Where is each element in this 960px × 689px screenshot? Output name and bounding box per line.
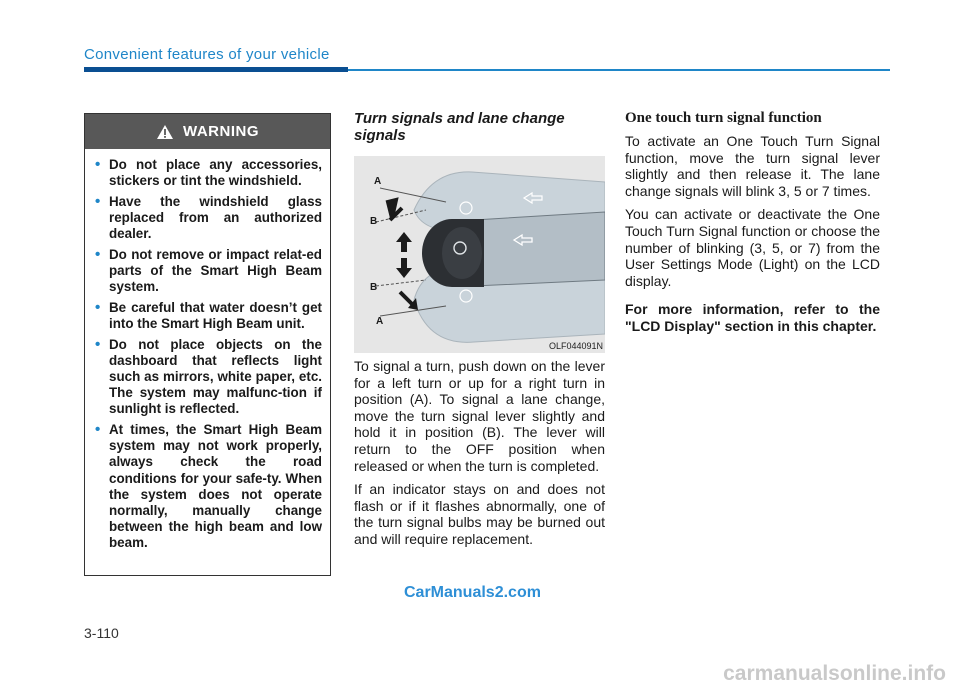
paragraph: If an indicator stays on and does not flash or if it flashes abnormally, one of the turn signal bulbs may be burned out and will require replacement. xyxy=(354,481,605,547)
section-title-turn-signals: Turn signals and lane change signals xyxy=(354,110,565,144)
turn-signals-body xyxy=(354,358,605,555)
figure-label-a-bottom: A xyxy=(376,316,384,327)
warning-heading: WARNING xyxy=(183,123,259,140)
figure-label-a-top: A xyxy=(374,176,382,187)
header-bar-dark xyxy=(84,67,348,72)
watermark-carmanuals2: CarManuals2.com xyxy=(404,584,541,601)
page-number: 3-110 xyxy=(84,625,119,641)
lever-illustration xyxy=(354,156,605,353)
paragraph: You can activate or deactivate the One Touch Turn Signal function or choose the number of blinking (3, 5, or 7) from the User Settings Mode (Light) on the LCD display. xyxy=(625,206,880,289)
header-title: Convenient features of your vehicle xyxy=(84,46,330,63)
watermark-carmanualsonline: carmanualsonline.info xyxy=(723,662,946,685)
figure-label-b-top: B xyxy=(370,216,378,227)
turn-signals-section xyxy=(354,110,605,144)
warning-header xyxy=(85,114,330,149)
paragraph: To activate an One Touch Turn Signal function, move the turn signal lever slightly and then release it. The lane change signals will blink 3, 5 or 7 times. xyxy=(625,133,880,199)
header-bar-light xyxy=(348,69,890,71)
warning-list xyxy=(85,149,330,552)
turn-signal-lever-figure xyxy=(354,156,605,353)
figure-label-b-bottom: B xyxy=(370,282,378,293)
warning-item: • Do not place objects on the dashboard that reflects light such as mirrors, white paper, etc. The system may malfunc-tion if sunlight is reflected. xyxy=(99,337,322,418)
one-touch-section xyxy=(625,110,880,342)
warning-item: • Have the windshield glass replaced from an authorized dealer. xyxy=(99,194,322,243)
warning-item: • Be careful that water doesn’t get into the Smart High Beam unit. xyxy=(99,300,322,332)
reference-note: For more information, refer to the "LCD Display" section in this chapter. xyxy=(625,301,880,334)
warning-box xyxy=(84,113,331,576)
warning-item: • Do not remove or impact relat-ed parts of the Smart High Beam system. xyxy=(99,247,322,296)
section-title-one-touch: One touch turn signal function xyxy=(625,110,822,126)
warning-item: • At times, the Smart High Beam system may not work properly, always check the road conditions for your safe-ty. When the system does not operate normally, manually change between the high beam and low beam. xyxy=(99,422,322,552)
figure-code: OLF044091N xyxy=(548,341,603,351)
warning-item: • Do not place any accessories, stickers or tint the windshield. xyxy=(99,157,322,189)
paragraph: To signal a turn, push down on the lever for a left turn or up for a right turn in position (A). To signal a lane change, move the turn signal lever slightly and hold it in position (B). The lever will return to the OFF position when released or when the turn is completed. xyxy=(354,358,605,474)
warning-icon xyxy=(156,124,174,140)
